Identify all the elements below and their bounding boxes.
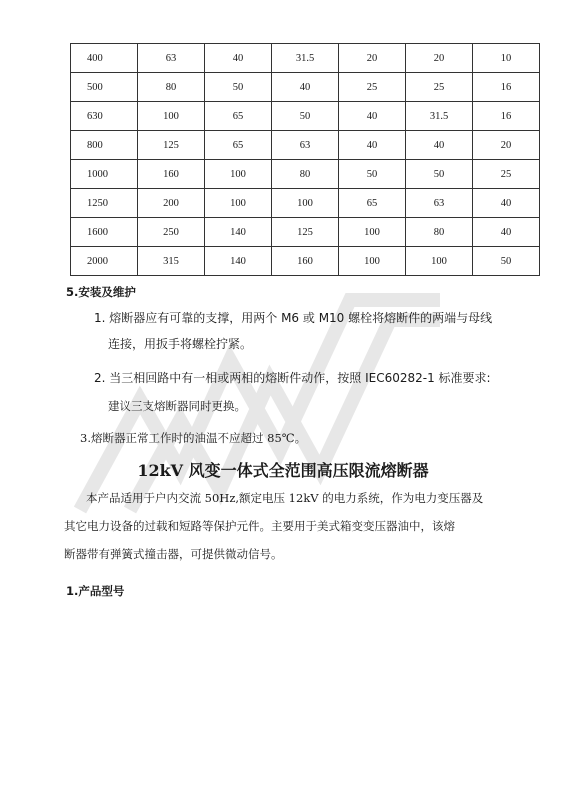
table-cell: 10: [473, 44, 540, 73]
section-heading-install: 5.安装及维护: [66, 285, 136, 299]
table-cell: 80: [272, 160, 339, 189]
table-cell: 160: [272, 247, 339, 276]
table-cell: 65: [205, 131, 272, 160]
product-desc-line-3: 断器带有弹簧式撞击器，可提供微动信号。: [64, 547, 283, 561]
table-cell: 100: [339, 247, 406, 276]
table-cell: 100: [138, 102, 205, 131]
product-desc-line-1: 本产品适用于户内交流 50Hz,额定电压 12kV 的电力系统，作为电力变压器及: [86, 491, 484, 505]
install-item-1-line-1: 1. 熔断器应有可靠的支撑，用两个 M6 或 M10 螺栓将熔断件的两端与母线: [94, 311, 493, 325]
table-cell: 25: [406, 73, 473, 102]
table-cell: 50: [473, 247, 540, 276]
table-cell: 100: [272, 189, 339, 218]
table-cell: 140: [205, 218, 272, 247]
table-cell: 400: [71, 44, 138, 73]
table-cell: 1000: [71, 160, 138, 189]
table-cell: 50: [205, 73, 272, 102]
table-cell: 40: [339, 131, 406, 160]
table-cell: 100: [339, 218, 406, 247]
table-cell: 65: [205, 102, 272, 131]
table-cell: 125: [138, 131, 205, 160]
table-cell: 40: [473, 189, 540, 218]
table-row: [71, 247, 540, 276]
table-cell: 20: [339, 44, 406, 73]
table-cell: 500: [71, 73, 138, 102]
table-row: [71, 160, 540, 189]
table-cell: 25: [339, 73, 406, 102]
table-cell: 2000: [71, 247, 138, 276]
table-cell: 200: [138, 189, 205, 218]
table-cell: 50: [272, 102, 339, 131]
table-row: [71, 131, 540, 160]
install-item-3: 3.熔断器正常工作时的油温不应超过 85℃。: [80, 431, 307, 445]
table-row: [71, 189, 540, 218]
install-item-2-line-2: 建议三支熔断器同时更换。: [108, 399, 246, 413]
product-title: 12kV 风变一体式全范围高压限流熔断器: [137, 461, 429, 480]
table-cell: 100: [205, 189, 272, 218]
table-cell: 100: [406, 247, 473, 276]
table-cell: 40: [473, 218, 540, 247]
table-cell: 80: [138, 73, 205, 102]
table-row: [71, 44, 540, 73]
table-cell: 140: [205, 247, 272, 276]
table-cell: 125: [272, 218, 339, 247]
table-cell: 63: [406, 189, 473, 218]
table-cell: 63: [138, 44, 205, 73]
install-item-1-line-2: 连接，用扳手将螺栓拧紧。: [108, 337, 253, 351]
table-cell: 40: [272, 73, 339, 102]
table-row: [71, 73, 540, 102]
table-cell: 250: [138, 218, 205, 247]
table-cell: 40: [406, 131, 473, 160]
table-cell: 800: [71, 131, 138, 160]
table-cell: 40: [339, 102, 406, 131]
table-cell: 50: [339, 160, 406, 189]
install-item-2-line-1: 2. 当三相回路中有一相或两相的熔断件动作，按照 IEC60282-1 标准要求:: [94, 371, 491, 385]
table-cell: 160: [138, 160, 205, 189]
table-cell: 63: [272, 131, 339, 160]
table-cell: 16: [473, 73, 540, 102]
table-cell: 1600: [71, 218, 138, 247]
table-cell: 315: [138, 247, 205, 276]
table-cell: 65: [339, 189, 406, 218]
table-cell: 80: [406, 218, 473, 247]
table-cell: 50: [406, 160, 473, 189]
table-cell: 40: [205, 44, 272, 73]
table-row: [71, 102, 540, 131]
table-cell: 31.5: [272, 44, 339, 73]
table-cell: 20: [473, 131, 540, 160]
table-cell: 31.5: [406, 102, 473, 131]
table-cell: 16: [473, 102, 540, 131]
rating-table: [70, 43, 540, 276]
section-heading-model: 1.产品型号: [66, 584, 125, 598]
table-cell: 100: [205, 160, 272, 189]
table-cell: 25: [473, 160, 540, 189]
table-row: [71, 218, 540, 247]
table-cell: 630: [71, 102, 138, 131]
table-cell: 20: [406, 44, 473, 73]
table-cell: 1250: [71, 189, 138, 218]
product-desc-line-2: 其它电力设备的过载和短路等保护元件。主要用于美式箱变变压器油中，该熔: [64, 519, 455, 533]
